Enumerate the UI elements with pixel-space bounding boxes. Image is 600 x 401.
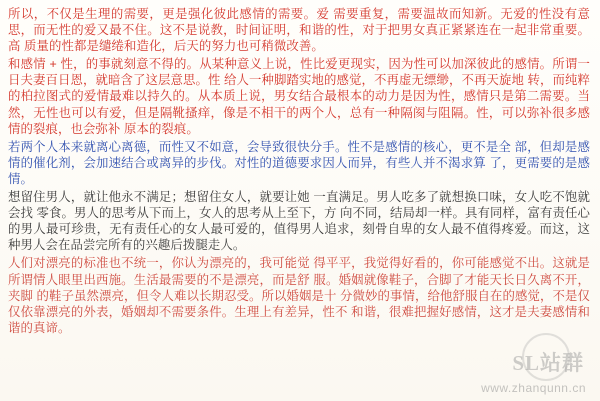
paragraph-2: 和感情 + 性，的事就刻意不得的。从某种意义上说，性比爱更现实，因为性可以加深彼此的感情。所谓一日夫妻百日恩，就暗含了这层意思。性 给人一种脚踏实地的感觉，不再虚无缥缈，不再天旋地 转，而纯粹的柏拉图式的爱情最难以持久的。从本质上说，男女结合最根本的动力是因为性，感情只是第二需要。当然，无性也可以有爱，但是隔靴搔痒，像是不相干的两个人，总有一种隔阂与阻隔。性，可以弥补很多感情的裂痕，也会弥补 原本的裂痕。 xyxy=(8,57,590,136)
watermark-brand: SL站群 xyxy=(512,351,584,375)
paragraph-5: 人们对漂亮的标准也不统一，你认为漂亮的，我可能觉 得平平，我觉得好看的，你可能感觉不出。这就是 所谓情人眼里出西施。生活最需要的不是漂亮，而是舒 服。婚姻就像鞋子，合脚了才能天长日久离不开，夹脚 的鞋子虽然漂亮，但令人难以长期忍受。所以婚姻是十 分微妙的事情，给他舒服自在的感觉，不是仅仅依靠漂亮的外表，婚姻却不需要条件。生理上有差异，性不 和谐，很难把握好感情，这才是夫妻感情和谐的真谛。 xyxy=(8,256,594,335)
paragraph-1: 所以，不仅是生理的需要，更是强化彼此感情的需要。爱 需要重复，需要温故而知新。无爱的性没有意思，而无性的爱又最不住。这不是说教，时间证明，和谐的性，对于把男女真正紧紧连在一起非常重要。高 质量的性都是缱绻和造化，后天的努力也可稍微改善。 xyxy=(8,7,590,54)
stamp-circle-icon xyxy=(522,333,570,381)
paragraph-3: 若两个人本来就离心离德，而性又不如意，会导致很快分手。性不是感情的核心，更不是全 部，但却是感情的催化剂，会加速结合或离异的步伐。对性的道德要求因人而异，有些人并不渴求算 了，更需要的是感情。 xyxy=(8,139,590,186)
paragraph-4: 想留住男人，就让他永不满足；想留住女人，就要让她 一直满足。男人吃多了就想换口味，女人吃不饱就会找 零食。男人的思考从下而上，女人的思考从上至下，方 向不同，结局却一样。具有同样，富有责任心的男人最可珍贵，无有责任心的女人最可爱的，值得男人追求，刻骨自卑的女人最不值得疼爱。而这，这种男人会在品尝完所有的兴趣后拨腿走人。 xyxy=(8,190,590,253)
watermark xyxy=(444,339,594,397)
watermark-url: www.zhanqunn.cn xyxy=(481,381,586,395)
